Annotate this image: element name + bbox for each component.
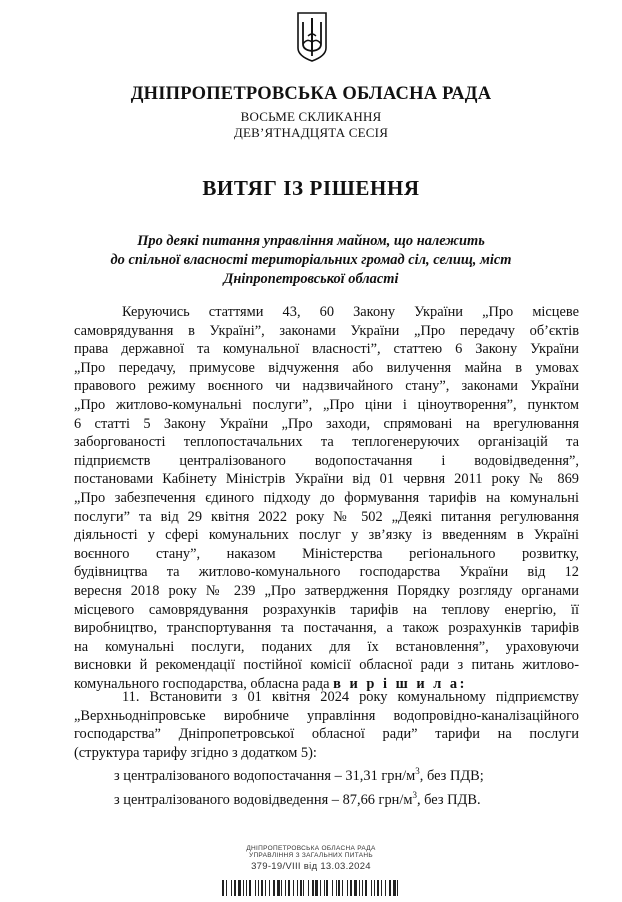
tariff-text: , без ПДВ; bbox=[419, 768, 484, 785]
tariff-exponent: 3 bbox=[415, 766, 420, 777]
preamble-line: вересня 2018 року № 239 „Про затвердження Порядку розгляду органами bbox=[74, 582, 579, 599]
tariff-text: , без ПДВ. bbox=[416, 791, 481, 808]
session: ДЕВ’ЯТНАДЦЯТА СЕСІЯ bbox=[233, 125, 389, 140]
preamble-line: висновки й рекомендації постійної комісії обласної ради з питань житлово- bbox=[74, 657, 579, 674]
tariff-text: з централізованого водовідведення – 87,66 грн/м bbox=[114, 791, 413, 808]
trident-emblem-icon bbox=[297, 12, 327, 62]
point-line: господарства” Дніпропетровської обласної ради” тарифи на послуги bbox=[74, 726, 579, 743]
point-line: „Верхньодніпровське виробниче управління водопровідно-каналізаційного bbox=[74, 707, 579, 724]
tariff-exponent: 3 bbox=[412, 789, 417, 800]
stamp-org: ДНІПРОПЕТРОВСЬКА ОБЛАСНА РАДА bbox=[246, 845, 376, 852]
subject-line: Про деякі питання управління майном, що належить bbox=[137, 233, 485, 249]
preamble-line: 6 статті 5 Закону України „Про заходи, спрямовані на врегулювання bbox=[74, 415, 579, 432]
tariff-water-supply bbox=[74, 762, 579, 785]
preamble-line: заборгованості теплопостачальних та теплогенеруючих організацій та bbox=[74, 434, 579, 451]
preamble-line: послуги” та від 29 квітня 2022 року № 502 „Деякі питання регулювання bbox=[74, 508, 579, 525]
preamble-line: на комунальні послуги, поданих для їх встановлення”, ураховуючи bbox=[74, 638, 579, 655]
barcode-icon bbox=[222, 880, 398, 896]
preamble-line: „Про забезпечення єдиного підходу до формування тарифів на комунальні bbox=[74, 489, 579, 506]
subject-line: до спільної власності територіальних громад сіл, селищ, міст bbox=[110, 252, 512, 268]
preamble-line: діяльності у сфері комунальних послуг у зв’язку із введенням в Україні bbox=[74, 527, 579, 544]
council-name: ДНІПРОПЕТРОВСЬКА ОБЛАСНА РАДА bbox=[130, 84, 492, 104]
preamble-line: постановами Кабінету Міністрів України від 01 червня 2011 року № 869 bbox=[74, 471, 579, 488]
decision-subject bbox=[0, 232, 622, 289]
preamble-line: воєнного стану”, наказом Міністерства регіонального розвитку, bbox=[74, 545, 579, 562]
preamble-line: підприємств централізованого водопостачання і водовідведення”, bbox=[74, 452, 579, 469]
stamp-registration-number: 379-19/VIII від 13.03.2024 bbox=[251, 861, 371, 872]
preamble-line: „Про житлово-комунальні послуги”, „Про ціни і ціноутворення”, пунктом bbox=[74, 396, 579, 413]
preamble-paragraph bbox=[74, 303, 579, 693]
stamp-dept: УПРАВЛІННЯ З ЗАГАЛЬНИХ ПИТАНЬ bbox=[249, 852, 373, 859]
preamble-line: виробництво, транспортування та постачання, а також розрахунків тарифів bbox=[74, 620, 579, 637]
document-title: ВИТЯГ ІЗ РІШЕННЯ bbox=[202, 176, 420, 200]
point-line: (структура тарифу згідно з додатком 5): bbox=[74, 744, 317, 761]
preamble-line: Керуючись статтями 43, 60 Закону України „Про місцеве bbox=[122, 304, 579, 320]
point-11-paragraph bbox=[74, 688, 579, 809]
preamble-line: права державної та комунальної власності”, статтею 6 Закону України bbox=[74, 341, 579, 358]
preamble-line: місцевого самоврядування розрахунків тарифів на теплову енергію, її bbox=[74, 601, 579, 618]
tariff-water-drainage bbox=[74, 786, 579, 809]
tariff-text: з централізованого водопостачання – 31,31 грн/м bbox=[114, 768, 416, 785]
preamble-line-text: комунального господарства, обласна рада bbox=[74, 675, 330, 692]
preamble-line: будівництва та житлово-комунального господарства України від 12 bbox=[74, 564, 579, 581]
subject-line: Дніпропетровської області bbox=[223, 271, 399, 287]
preamble-line: „Про передачу, примусове відчуження або вилучення майна в умовах bbox=[74, 359, 579, 376]
point-line: 11. Встановити з 01 квітня 2024 року комунальному підприємству bbox=[122, 689, 579, 705]
registration-stamp bbox=[0, 845, 622, 872]
convocation: ВОСЬМЕ СКЛИКАННЯ bbox=[240, 109, 382, 124]
decides-word: в и р і ш и л а: bbox=[333, 675, 467, 692]
preamble-line: самоврядування в Україні”, законами України „Про передачу об’єктів bbox=[74, 322, 579, 339]
preamble-line: правового режиму воєнного чи надзвичайного стану”, законами України bbox=[74, 378, 579, 395]
